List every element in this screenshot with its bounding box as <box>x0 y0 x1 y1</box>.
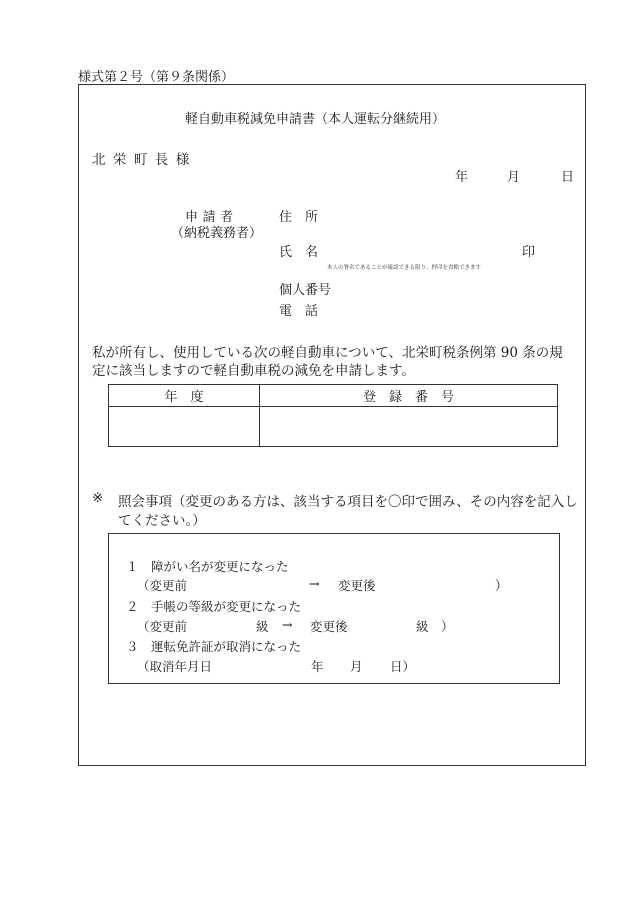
name-label: 氏 名 <box>279 245 319 260</box>
change-item-1-close: ） <box>495 578 508 593</box>
change-item-2-grade-before: 級 <box>256 619 269 634</box>
change-item-2-grade-after: 級 ） <box>416 619 454 634</box>
inquiry-text-line2: てください。） <box>118 513 206 529</box>
signature-note: 本人の署名であることが確認できる限り、押印を省略できます <box>327 265 482 271</box>
form-number-label: 様式第２号（第９条関係） <box>78 70 235 85</box>
change-item-1-title: １ 障がい名が変更になった <box>126 559 289 574</box>
change-item-2-after: 変更後 <box>310 619 348 634</box>
fiscal-year-header: 年 度 <box>109 385 260 407</box>
change-item-2-title: ２ 手帳の等級が変更になった <box>126 599 302 614</box>
table-header-row <box>109 385 558 407</box>
change-item-3-month: 月 <box>350 659 363 674</box>
change-item-3-title: ３ 運転免許証が取消になった <box>126 639 302 654</box>
change-item-3-day: 日） <box>390 659 416 674</box>
registration-number-cell[interactable] <box>260 407 558 447</box>
vehicle-table <box>108 384 558 447</box>
addressee: 北栄町長様 <box>92 152 197 168</box>
date-day-label: 日 <box>561 170 575 185</box>
application-statement-line2: 定に該当しますので軽自動車税の減免を申請します。 <box>92 363 415 379</box>
inquiry-text-line1: 照会事項（変更のある方は、該当する項目を〇印で囲み、その内容を記入し <box>118 494 578 510</box>
inquiry-mark: ※ <box>92 490 104 506</box>
application-statement-line1: 私が所有し、使用している次の軽自動車について、北栄町税条例第 90 条の規 <box>92 345 563 361</box>
change-item-2-arrow: → <box>282 617 293 632</box>
change-item-1-arrow: → <box>309 576 320 591</box>
registration-number-header: 登 録 番 号 <box>260 385 558 407</box>
form-title: 軽自動車税減免申請書（本人運転分継続用） <box>184 112 445 127</box>
address-label: 住 所 <box>279 210 319 225</box>
seal-mark: 印 <box>522 245 536 260</box>
change-item-3-date-label: （取消年月日 <box>137 659 213 674</box>
change-item-2-before: （変更前 <box>137 619 188 634</box>
change-item-3-year: 年 <box>311 659 324 674</box>
taxpayer-label: （納税義務者） <box>171 226 263 241</box>
table-row <box>109 407 558 447</box>
phone-label: 電 話 <box>279 304 319 319</box>
fiscal-year-cell[interactable] <box>109 407 260 447</box>
date-month-label: 月 <box>507 170 521 185</box>
change-item-1-before: （変更前 <box>137 578 188 593</box>
applicant-label: 申請者 <box>185 210 238 225</box>
date-year-label: 年 <box>455 170 469 185</box>
change-item-1-after: 変更後 <box>338 578 376 593</box>
id-number-label: 個人番号 <box>279 283 332 298</box>
